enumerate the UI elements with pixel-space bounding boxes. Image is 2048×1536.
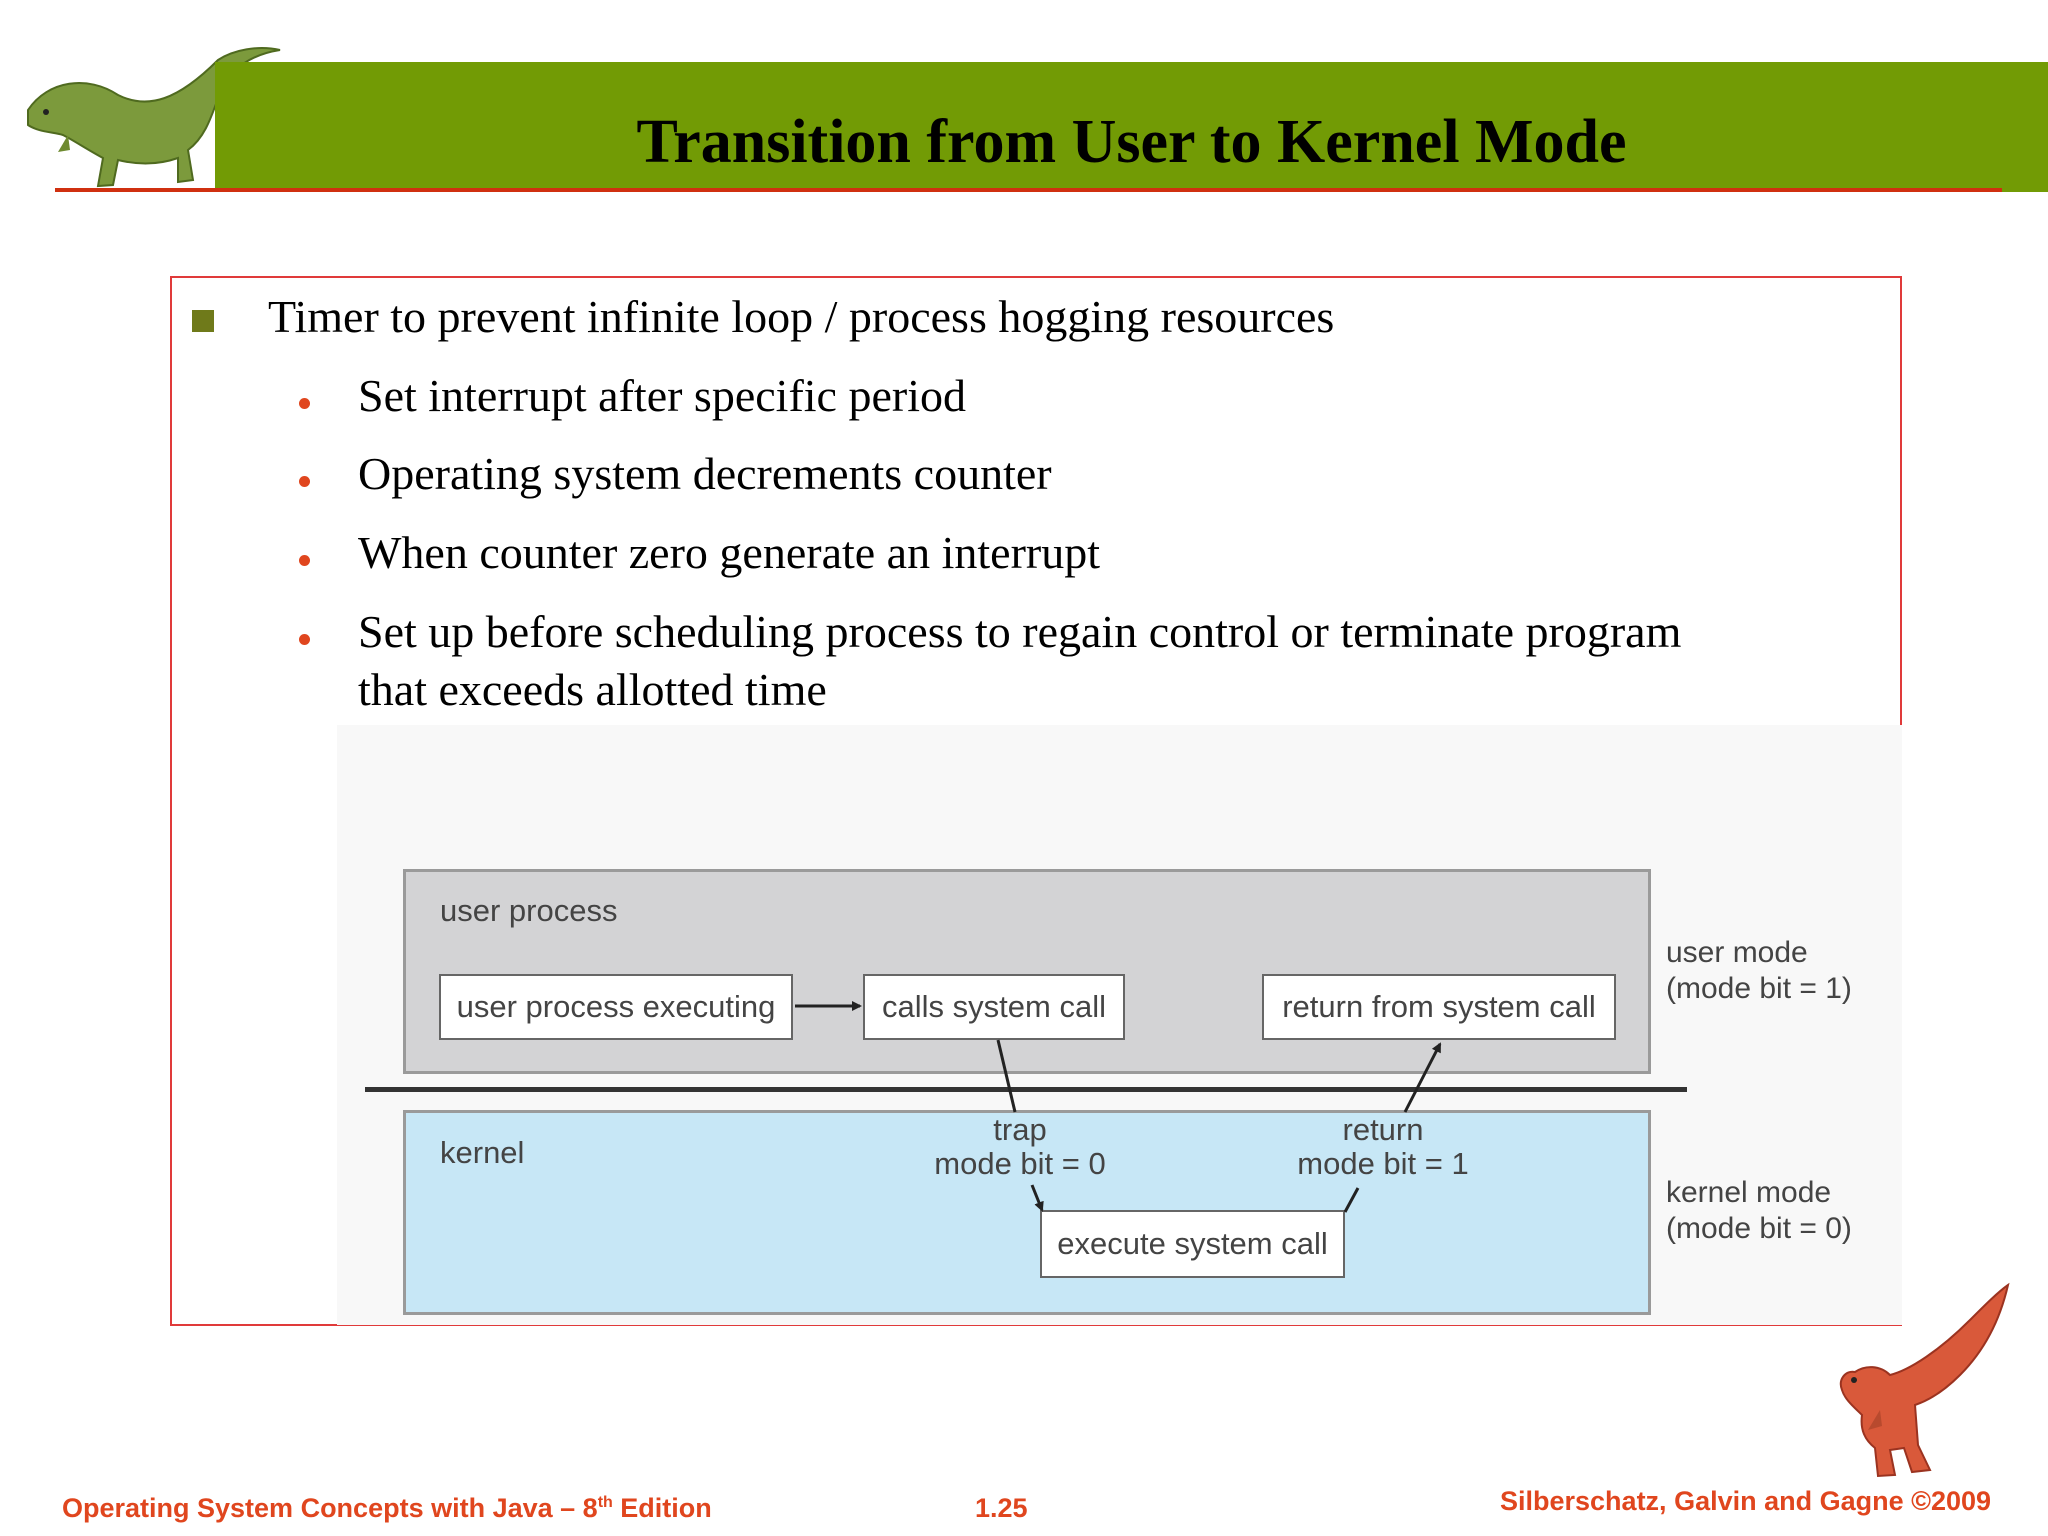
user-mode-label	[1666, 935, 1852, 1007]
dot-bullet-icon	[299, 476, 310, 487]
return-from-system-call-box: return from system call	[1262, 974, 1616, 1040]
sub-bullet-text: Set up before scheduling process to regain control or terminate program	[358, 606, 1682, 657]
kernel-mode-text: kernel mode	[1666, 1176, 1832, 1209]
sub-bullet-text: Operating system decrements counter	[358, 448, 1052, 499]
square-bullet-icon	[192, 310, 214, 332]
dinosaur-mascot-icon	[1820, 1280, 2020, 1480]
return-text: return	[1342, 1112, 1424, 1147]
mode-divider-line	[365, 1087, 1687, 1092]
kernel-mode-label	[1666, 1175, 1852, 1247]
user-mode-text: user mode	[1666, 936, 1808, 969]
user-process-label: user process	[440, 893, 618, 928]
slide-title: Transition from User to Kernel Mode	[636, 107, 1627, 176]
slide-number: 1.25	[975, 1493, 1028, 1523]
sub-bullet-text: When counter zero generate an interrupt	[358, 527, 1100, 578]
dot-bullet-icon	[299, 555, 310, 566]
footer-book-title-main: Operating System Concepts with Java – 8	[62, 1493, 598, 1523]
sub-bullet-text-continued: that exceeds allotted time	[358, 664, 827, 715]
trap-mode-bit-text: mode bit = 0	[934, 1146, 1106, 1181]
return-mode-bit-text: mode bit = 1	[1297, 1146, 1469, 1181]
calls-system-call-box: calls system call	[863, 974, 1125, 1040]
main-bullet-text: Timer to prevent infinite loop / process hogging resources	[268, 291, 1335, 342]
user-mode-bit-text: (mode bit = 1)	[1666, 972, 1852, 1005]
footer-book-title-sup: th	[597, 1494, 613, 1511]
user-process-executing-box: user process executing	[439, 974, 793, 1040]
footer-book-title	[62, 1493, 712, 1524]
kernel-label: kernel	[440, 1135, 525, 1170]
dot-bullet-icon	[299, 398, 310, 409]
dot-bullet-icon	[299, 634, 310, 645]
sub-bullet-text: Set interrupt after specific period	[358, 370, 966, 421]
trap-label	[920, 1113, 1120, 1181]
footer-authors: Silberschatz, Galvin and Gagne ©2009	[1500, 1486, 1992, 1516]
return-label	[1283, 1113, 1483, 1181]
execute-system-call-box: execute system call	[1040, 1210, 1345, 1278]
footer-book-title-tail: Edition	[612, 1493, 712, 1523]
kernel-mode-bit-text: (mode bit = 0)	[1666, 1212, 1852, 1245]
trap-text: trap	[993, 1112, 1047, 1147]
